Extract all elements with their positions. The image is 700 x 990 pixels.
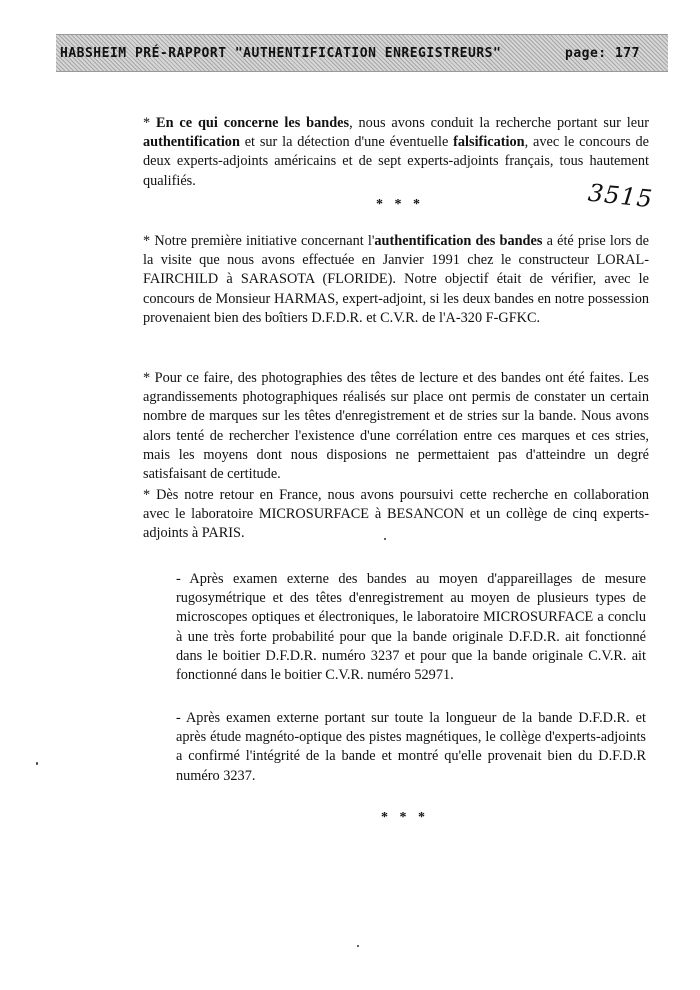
text-run: , avec le concours de deux experts-adjoints américains et de sept experts-adjoints français, tous hautement qualifiés. <box>143 134 650 189</box>
paragraph-first-initiative <box>143 232 649 328</box>
text-run: , nous avons conduit la recherche portant sur leur <box>349 115 649 131</box>
scan-speck <box>384 538 386 540</box>
bullet: * <box>143 115 157 131</box>
handwritten-number: 3515 <box>586 178 655 214</box>
paragraph-college-result: - Après examen externe portant sur toute la longueur de la bande D.F.D.R. et après étude magnéto-optique des pistes magnétiques, le collège d'experts-adjoints a confirmé l'intégrité de la bande et montré qu'elle provenait bien du D.F.D.R numéro 3237. <box>176 710 646 784</box>
paragraph-bands <box>143 114 649 191</box>
bold-phrase: authentification des bandes <box>374 233 543 249</box>
paragraph-microsurface-result: - Après examen externe des bandes au moyen d'appareillages de mesure rugosymétrique et des têtes d'enregistrement au moyen de plusieurs types de microscopes optiques et électroniques, le laboratoire MICROSURFACE a conclu à une très forte probabilité pour que la bande originale D.F.D.R. ait fonctionné dans le boitier D.F.D.R. numéro 3237 et pour que la bande originale C.V.R. ait fonctionné dans le boitier C.V.R. numéro 52971. <box>176 571 646 684</box>
text-run: a été prise lors de la visite que nous avons effectuée en Janvier 1991 chez le constructeur LORAL-FAIRCHILD à SARASOTA (FLORIDE). Notre objectif était de vérifier, avec le concours de Monsieur HARMAS, expert-adjoint, si les deux bandes en notre possession provenaient bien des boîtiers D.F.D.R. et C.V.R. de l'A-320 F-GFKC. <box>143 233 649 326</box>
bold-phrase: authentification <box>143 134 240 151</box>
bold-phrase: falsification <box>453 134 525 151</box>
separator-stars: * * * <box>381 810 429 825</box>
scan-speck <box>36 762 38 765</box>
scan-speck <box>357 945 359 947</box>
header-title: HABSHEIM PRÉ-RAPPORT "AUTHENTIFICATION ENREGISTREURS" <box>60 46 502 61</box>
page-number: page: 177 <box>565 46 640 61</box>
separator-stars: * * * <box>376 197 424 212</box>
bold-phrase: En ce qui concerne les bandes <box>156 115 350 131</box>
paragraph-photographs: * Pour ce faire, des photographies des têtes de lecture et des bandes ont été faites. Les agrandissements photographiques réalisés sur place ont permis de constater un certain nombre de marques sur les têtes d'enregistrement et de stries sur la bande. Nous avons alors tenté de rechercher l'existence d'une corrélation entre ces marques et ces stries, mais les moyens dont nous disposions ne permettaient pas d'atteindre un degré satisfaisant de certitude. <box>143 370 649 483</box>
text-run: * Notre première initiative concernant l' <box>143 233 375 249</box>
text-run: et sur la détection d'une éventuelle <box>239 134 454 151</box>
paragraph-return-france: * Dès notre retour en France, nous avons poursuivi cette recherche en collaboration avec le laboratoire MICROSURFACE à BESANCON et un collège de cinq experts-adjoints à PARIS. <box>143 487 649 542</box>
